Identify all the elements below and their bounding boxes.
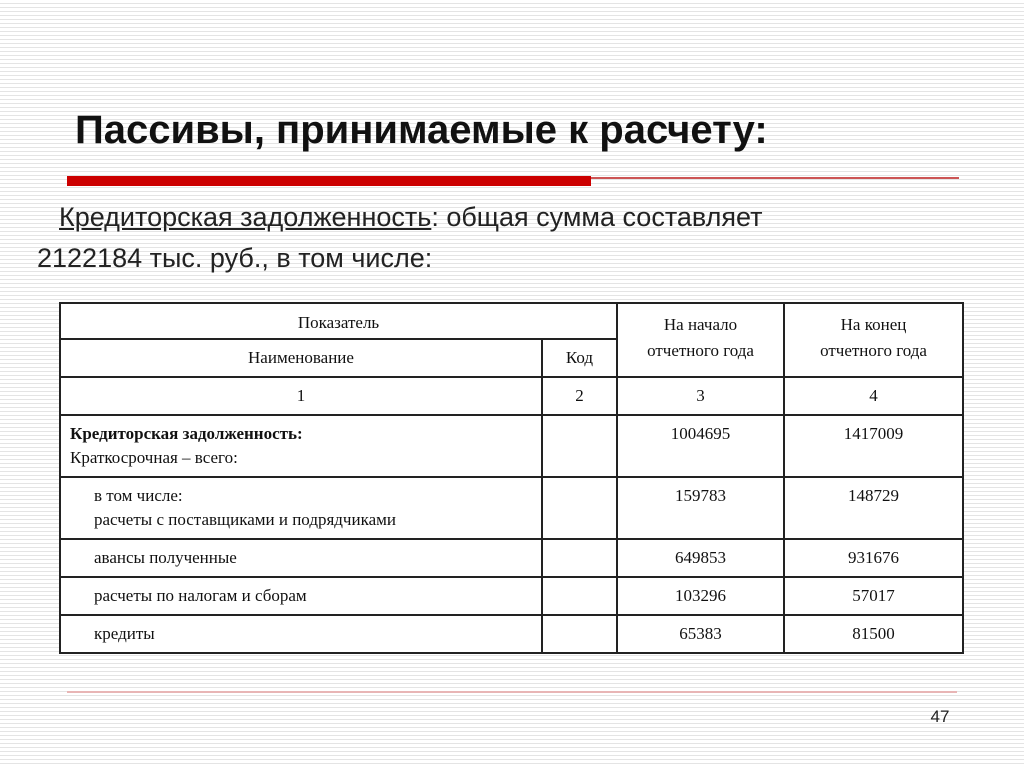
title-accent-line — [591, 177, 959, 179]
header-number-4: 4 — [784, 377, 963, 415]
row-start-value: 649853 — [617, 539, 784, 577]
row-start-value: 65383 — [617, 615, 784, 653]
row-name-heading: Кредиторская задолженность: — [70, 424, 303, 443]
row-end-value: 148729 — [784, 477, 963, 539]
footer-divider — [67, 691, 957, 693]
subtitle-line-1 — [37, 197, 937, 238]
page-number: 47 — [930, 707, 950, 726]
table-row — [60, 615, 963, 653]
title-accent-bar — [67, 176, 591, 186]
row-name-subheading: Краткосрочная – всего: — [70, 448, 238, 467]
row-end-value: 931676 — [784, 539, 963, 577]
subtitle-line-1-rest: : общая сумма составляет — [431, 202, 763, 232]
header-number-3: 3 — [617, 377, 784, 415]
row-name-cell — [60, 477, 542, 539]
header-end-line-2: отчетного года — [820, 341, 927, 360]
row-code-cell — [542, 415, 617, 477]
header-start-of-year — [617, 303, 784, 377]
row-start-value: 159783 — [617, 477, 784, 539]
row-start-value: 1004695 — [617, 415, 784, 477]
row-name-cell: кредиты — [60, 615, 542, 653]
row-end-value: 1417009 — [784, 415, 963, 477]
row-name-line-2: расчеты с поставщиками и подрядчиками — [94, 510, 396, 529]
header-indicator: Показатель — [60, 303, 617, 339]
table-row — [60, 577, 963, 615]
header-start-line-1: На начало — [663, 315, 738, 334]
subtitle-underlined-term: Кредиторская задолженность — [59, 202, 432, 232]
row-code-cell — [542, 615, 617, 653]
row-code-cell — [542, 539, 617, 577]
header-name: Наименование — [60, 339, 542, 377]
row-name-cell: авансы полученные — [60, 539, 542, 577]
table-row — [60, 539, 963, 577]
slide-title: Пассивы, принимаемые к расчету: — [75, 108, 768, 152]
header-end-of-year — [784, 303, 963, 377]
row-end-value: 81500 — [784, 615, 963, 653]
table-row — [60, 415, 963, 477]
header-number-1: 1 — [60, 377, 542, 415]
row-name-line-1: в том числе: — [94, 486, 183, 505]
row-name-cell — [60, 415, 542, 477]
row-start-value: 103296 — [617, 577, 784, 615]
row-name-cell: расчеты по налогам и сборам — [60, 577, 542, 615]
header-number-2: 2 — [542, 377, 617, 415]
subtitle-line-2: 2122184 тыс. руб., в том числе: — [37, 243, 433, 273]
slide-subtitle — [37, 197, 937, 279]
payables-table — [59, 302, 964, 654]
header-end-line-1: На конец — [840, 315, 907, 334]
header-code: Код — [542, 339, 617, 377]
header-start-line-2: отчетного года — [647, 341, 754, 360]
row-code-cell — [542, 477, 617, 539]
row-end-value: 57017 — [784, 577, 963, 615]
table-row — [60, 477, 963, 539]
row-code-cell — [542, 577, 617, 615]
